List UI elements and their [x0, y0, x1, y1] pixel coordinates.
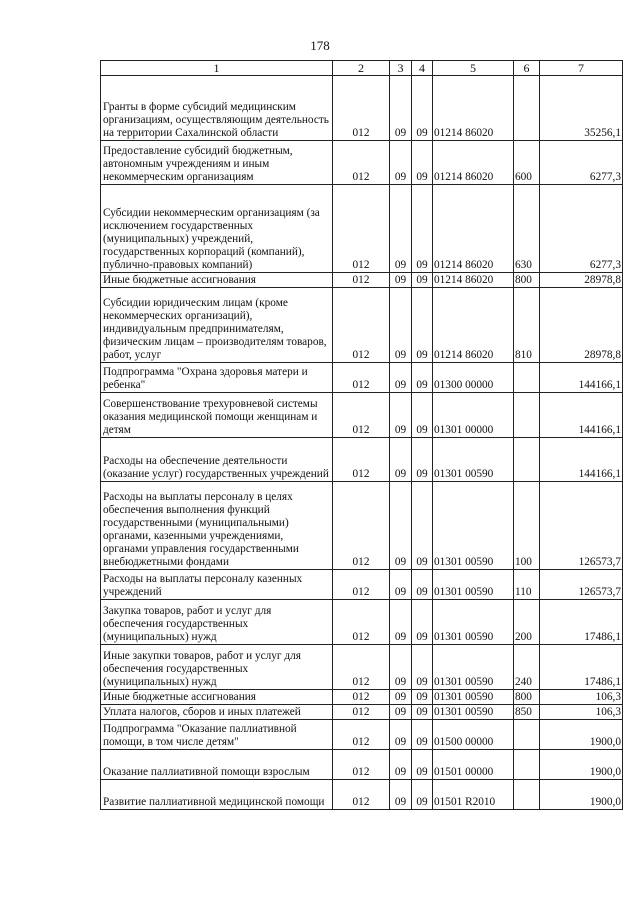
- row-sum: 1900,0: [540, 720, 623, 750]
- row-sum: 1900,0: [540, 750, 623, 780]
- row-grbs-code: 012: [333, 393, 390, 438]
- row-grbs-code: 012: [333, 690, 390, 705]
- row-subsection-code: 09: [412, 570, 433, 600]
- row-expense-type-code: 800: [514, 690, 540, 705]
- table-row: [101, 438, 623, 482]
- row-name: Совершенствование трехуровневой системы оказания медицинской помощи женщинам и детям: [101, 393, 333, 438]
- header-col-4: 4: [412, 61, 433, 76]
- row-section-code: 09: [390, 393, 412, 438]
- row-grbs-code: 012: [333, 750, 390, 780]
- row-grbs-code: 012: [333, 185, 390, 273]
- table-header-row: [101, 61, 623, 76]
- row-sum: 126573,7: [540, 570, 623, 600]
- table-row: [101, 705, 623, 720]
- row-name: Предоставление субсидий бюджетным, автономным учреждениям и иным некоммерческим организациям: [101, 141, 333, 185]
- row-section-code: 09: [390, 570, 412, 600]
- row-sum: 144166,1: [540, 363, 623, 393]
- page-number: 178: [310, 38, 330, 53]
- row-target-article-code: 01301 00590: [433, 600, 514, 645]
- row-expense-type-code: 630: [514, 185, 540, 273]
- header-col-1: 1: [101, 61, 333, 76]
- row-name: Расходы на выплаты персоналу казенных учреждений: [101, 570, 333, 600]
- row-name: Субсидии некоммерческим организациям (за исключением государственных (муниципальных) учреждений, государственных корпораций (компаний), публично-правовых компаний): [101, 185, 333, 273]
- row-subsection-code: 09: [412, 690, 433, 705]
- row-expense-type-code: [514, 393, 540, 438]
- row-grbs-code: 012: [333, 288, 390, 363]
- row-name: Оказание паллиативной помощи взрослым: [101, 750, 333, 780]
- row-expense-type-code: 850: [514, 705, 540, 720]
- row-grbs-code: 012: [333, 482, 390, 570]
- row-sum: 1900,0: [540, 780, 623, 810]
- row-subsection-code: 09: [412, 141, 433, 185]
- table-body: [101, 76, 623, 810]
- budget-table: [100, 60, 623, 810]
- table-row: [101, 273, 623, 288]
- row-target-article-code: 01214 86020: [433, 185, 514, 273]
- row-target-article-code: 01301 00590: [433, 570, 514, 600]
- row-name: Иные бюджетные ассигнования: [101, 690, 333, 705]
- row-name: Подпрограмма "Охрана здоровья матери и ребенка": [101, 363, 333, 393]
- table-row: [101, 393, 623, 438]
- row-subsection-code: 09: [412, 288, 433, 363]
- row-sum: 6277,3: [540, 185, 623, 273]
- row-expense-type-code: [514, 750, 540, 780]
- row-section-code: 09: [390, 363, 412, 393]
- row-expense-type-code: [514, 438, 540, 482]
- table-row: [101, 780, 623, 810]
- row-sum: 17486,1: [540, 645, 623, 690]
- row-sum: 126573,7: [540, 482, 623, 570]
- row-section-code: 09: [390, 288, 412, 363]
- row-section-code: 09: [390, 273, 412, 288]
- row-expense-type-code: 240: [514, 645, 540, 690]
- row-name: Уплата налогов, сборов и иных платежей: [101, 705, 333, 720]
- row-name: Гранты в форме субсидий медицинским организациям, осуществляющим деятельность на территории Сахалинской области: [101, 76, 333, 141]
- row-target-article-code: 01301 00590: [433, 690, 514, 705]
- row-target-article-code: 01301 00590: [433, 438, 514, 482]
- row-target-article-code: 01300 00000: [433, 363, 514, 393]
- row-expense-type-code: 200: [514, 600, 540, 645]
- row-sum: 6277,3: [540, 141, 623, 185]
- table-row: [101, 482, 623, 570]
- row-sum: 106,3: [540, 690, 623, 705]
- row-sum: 35256,1: [540, 76, 623, 141]
- header-col-7: 7: [540, 61, 623, 76]
- row-grbs-code: 012: [333, 720, 390, 750]
- row-expense-type-code: [514, 780, 540, 810]
- header-col-5: 5: [433, 61, 514, 76]
- row-target-article-code: 01214 86020: [433, 141, 514, 185]
- table-row: [101, 690, 623, 705]
- table-row: [101, 363, 623, 393]
- row-expense-type-code: 110: [514, 570, 540, 600]
- table-row: [101, 645, 623, 690]
- row-name: Закупка товаров, работ и услуг для обеспечения государственных (муниципальных) нужд: [101, 600, 333, 645]
- row-expense-type-code: 600: [514, 141, 540, 185]
- row-section-code: 09: [390, 780, 412, 810]
- table-row: [101, 570, 623, 600]
- row-target-article-code: 01301 00000: [433, 393, 514, 438]
- row-sum: 28978,8: [540, 288, 623, 363]
- row-target-article-code: 01301 00590: [433, 482, 514, 570]
- row-expense-type-code: 800: [514, 273, 540, 288]
- table-row: [101, 288, 623, 363]
- row-expense-type-code: 810: [514, 288, 540, 363]
- row-subsection-code: 09: [412, 780, 433, 810]
- row-grbs-code: 012: [333, 600, 390, 645]
- table-row: [101, 185, 623, 273]
- row-grbs-code: 012: [333, 570, 390, 600]
- row-subsection-code: 09: [412, 750, 433, 780]
- row-name: Субсидии юридическим лицам (кроме некоммерческих организаций), индивидуальным предпринимателям, физическим лицам – производителям товаров, работ, услуг: [101, 288, 333, 363]
- row-subsection-code: 09: [412, 645, 433, 690]
- row-grbs-code: 012: [333, 363, 390, 393]
- row-grbs-code: 012: [333, 273, 390, 288]
- row-target-article-code: 01301 00590: [433, 645, 514, 690]
- row-grbs-code: 012: [333, 705, 390, 720]
- header-col-3: 3: [390, 61, 412, 76]
- header-col-6: 6: [514, 61, 540, 76]
- row-target-article-code: 01501 R2010: [433, 780, 514, 810]
- row-section-code: 09: [390, 438, 412, 482]
- row-section-code: 09: [390, 690, 412, 705]
- table-row: [101, 720, 623, 750]
- table-row: [101, 750, 623, 780]
- row-section-code: 09: [390, 720, 412, 750]
- table-row: [101, 76, 623, 141]
- row-section-code: 09: [390, 750, 412, 780]
- row-sum: 17486,1: [540, 600, 623, 645]
- row-grbs-code: 012: [333, 438, 390, 482]
- row-grbs-code: 012: [333, 76, 390, 141]
- row-expense-type-code: 100: [514, 482, 540, 570]
- row-target-article-code: 01301 00590: [433, 705, 514, 720]
- row-section-code: 09: [390, 482, 412, 570]
- row-section-code: 09: [390, 141, 412, 185]
- table-row: [101, 141, 623, 185]
- header-col-2: 2: [333, 61, 390, 76]
- row-section-code: 09: [390, 645, 412, 690]
- row-section-code: 09: [390, 76, 412, 141]
- row-grbs-code: 012: [333, 645, 390, 690]
- table-row: [101, 600, 623, 645]
- row-subsection-code: 09: [412, 600, 433, 645]
- row-name: Расходы на выплаты персоналу в целях обеспечения выполнения функций государственными (муниципальными) органами, казенными учреждениями, органами управления государственными внебюджетными фондами: [101, 482, 333, 570]
- row-name: Развитие паллиативной медицинской помощи: [101, 780, 333, 810]
- row-target-article-code: 01214 86020: [433, 288, 514, 363]
- row-subsection-code: 09: [412, 363, 433, 393]
- row-name: Подпрограмма "Оказание паллиативной помощи, в том числе детям": [101, 720, 333, 750]
- row-sum: 144166,1: [540, 393, 623, 438]
- row-target-article-code: 01214 86020: [433, 273, 514, 288]
- row-grbs-code: 012: [333, 141, 390, 185]
- row-name: Иные бюджетные ассигнования: [101, 273, 333, 288]
- row-subsection-code: 09: [412, 76, 433, 141]
- row-subsection-code: 09: [412, 393, 433, 438]
- row-name: Расходы на обеспечение деятельности (оказание услуг) государственных учреждений: [101, 438, 333, 482]
- row-subsection-code: 09: [412, 482, 433, 570]
- row-sum: 144166,1: [540, 438, 623, 482]
- row-expense-type-code: [514, 363, 540, 393]
- row-subsection-code: 09: [412, 705, 433, 720]
- row-section-code: 09: [390, 600, 412, 645]
- row-name: Иные закупки товаров, работ и услуг для обеспечения государственных (муниципальных) нужд: [101, 645, 333, 690]
- row-expense-type-code: [514, 76, 540, 141]
- row-target-article-code: 01214 86020: [433, 76, 514, 141]
- row-sum: 28978,8: [540, 273, 623, 288]
- row-sum: 106,3: [540, 705, 623, 720]
- row-section-code: 09: [390, 185, 412, 273]
- row-section-code: 09: [390, 705, 412, 720]
- row-subsection-code: 09: [412, 185, 433, 273]
- row-target-article-code: 01500 00000: [433, 720, 514, 750]
- row-subsection-code: 09: [412, 720, 433, 750]
- row-subsection-code: 09: [412, 273, 433, 288]
- row-subsection-code: 09: [412, 438, 433, 482]
- row-target-article-code: 01501 00000: [433, 750, 514, 780]
- row-grbs-code: 012: [333, 780, 390, 810]
- row-expense-type-code: [514, 720, 540, 750]
